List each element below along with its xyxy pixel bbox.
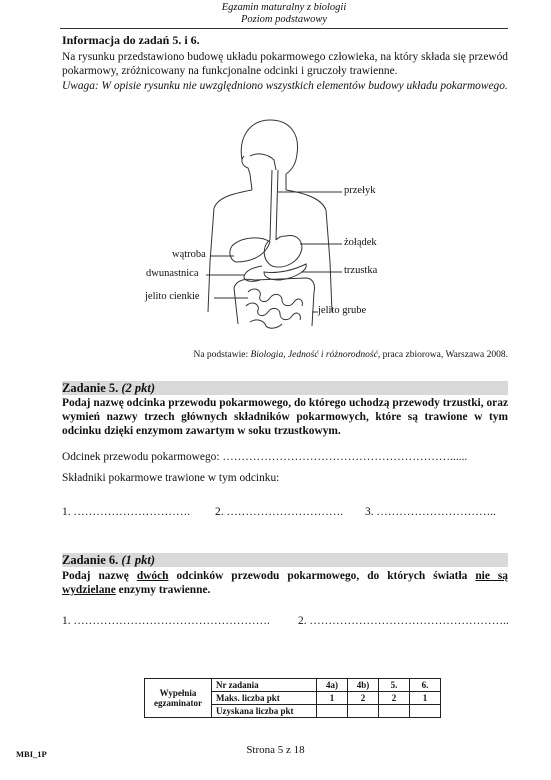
row-task-number: Nr zadania: [212, 679, 317, 692]
header-divider: [60, 28, 508, 29]
task5-segment-field[interactable]: Odcinek przewodu pokarmowego: ……………………………………………………......: [62, 451, 468, 463]
task5-question: Podaj nazwę odcinka przewodu pokarmowego, do którego uchodzą przewody trzustki, oraz wymień nazwy trzech głównych składników pokarmowych, które są trawione w tym odcinku dzięki enzymom zawartym w soku trzustkowym.: [62, 397, 508, 437]
info-note: Uwaga: W opisie rysunku nie uwzględniono wszystkich elementów budowy układu pokarmowego.: [62, 80, 508, 92]
page-header: [60, 2, 508, 26]
task6-answer-1[interactable]: 1. …………………………………………….: [62, 615, 270, 627]
exam-level: Poziom podstawowy: [240, 14, 328, 25]
task-cell: 4b): [348, 679, 379, 692]
task5-title: Zadanie 5.: [62, 381, 119, 395]
label-large-intestine: jelito grube: [318, 305, 367, 316]
task6-question: Podaj nazwę dwóch odcinków przewodu pokarmowego, do których światła nie są wydzielane enzymy trawienne.: [62, 570, 508, 596]
task5-nutrients-label: Składniki pokarmowe trawione w tym odcinku:: [62, 472, 280, 484]
label-small-intestine: jelito cienkie: [145, 291, 200, 302]
label-liver: wątroba: [172, 249, 206, 260]
task5-answer-1[interactable]: 1. ………………………….: [62, 506, 191, 518]
label-pancreas: trzustka: [344, 265, 378, 276]
label-stomach: żołądek: [344, 237, 377, 248]
digestive-system-figure: [145, 112, 400, 342]
max-cell: 2: [348, 692, 379, 705]
task-cell: 5.: [379, 679, 410, 692]
exam-code: MBI_1P: [16, 749, 47, 759]
info-title: Informacja do zadań 5. i 6.: [62, 33, 200, 47]
task6-answer-2[interactable]: 2. ……………………………………………..: [298, 615, 509, 627]
figure-source: Na podstawie: Biologia, Jedność i różnorodność, praca zbiorowa, Warszawa 2008.: [193, 350, 508, 360]
page-number: Strona 5 z 18: [246, 744, 305, 756]
task6-title: Zadanie 6.: [62, 553, 119, 567]
task5-points: (2 pkt): [121, 381, 156, 395]
row-obtained-points: Uzyskana liczba pkt: [212, 705, 317, 718]
max-cell: 1: [317, 692, 348, 705]
info-text: Na rysunku przedstawiono budowę układu pokarmowego człowieka, na który składa się przewód pokarmowy, zróżnicowany na funkcjonalne odcinki i gruczoły trawienne.: [62, 51, 508, 77]
label-duodenum: dwunastnica: [146, 268, 199, 279]
task-cell: 6.: [410, 679, 441, 692]
task-cell: 4a): [317, 679, 348, 692]
max-cell: 1: [410, 692, 441, 705]
task5-answer-2[interactable]: 2. ………………………….: [215, 506, 344, 518]
score-input-cell[interactable]: [379, 705, 410, 718]
examiner-cell: Wypełnia egzaminator: [145, 679, 212, 718]
score-input-cell[interactable]: [317, 705, 348, 718]
score-input-cell[interactable]: [410, 705, 441, 718]
score-table: [144, 678, 441, 718]
row-max-points: Maks. liczba pkt: [212, 692, 317, 705]
task5-header: [62, 381, 508, 395]
max-cell: 2: [379, 692, 410, 705]
task5-answer-3[interactable]: 3. …………………………..: [365, 506, 496, 518]
exam-title: Egzamin maturalny z biologii: [221, 2, 347, 13]
task6-points: (1 pkt): [121, 553, 156, 567]
task6-header: [62, 553, 508, 567]
label-esophagus: przełyk: [344, 185, 376, 196]
score-input-cell[interactable]: [348, 705, 379, 718]
